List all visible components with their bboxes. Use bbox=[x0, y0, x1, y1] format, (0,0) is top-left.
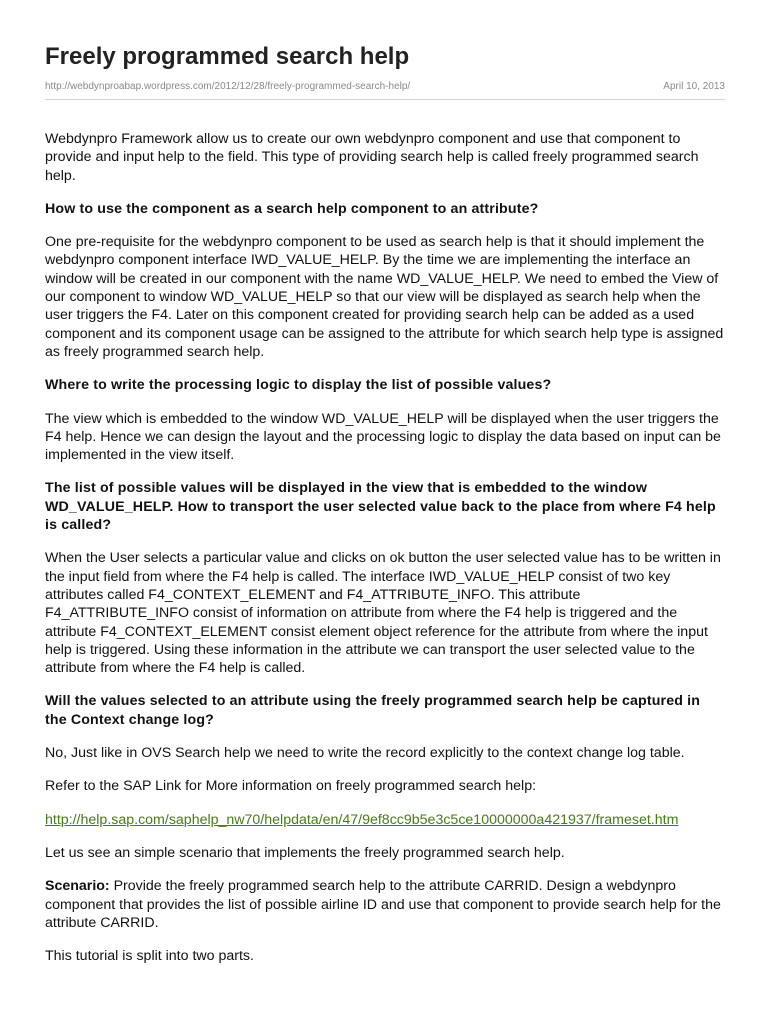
split-paragraph: This tutorial is split into two parts. bbox=[45, 948, 254, 965]
answer-4: No, Just like in OVS Search help we need to write the record explicitly to the context change log table. bbox=[45, 745, 685, 762]
refer-paragraph: Refer to the SAP Link for More information on freely programmed search help: bbox=[45, 778, 537, 795]
sap-link-paragraph bbox=[45, 811, 725, 829]
question-1: How to use the component as a search help component to an attribute? bbox=[45, 200, 539, 217]
answer-3: When the User selects a particular value and clicks on ok button the user selected value has to be written in the input field from where the F4 help is called. The interface IWD_VALUE_HELP consist of two key attributes called F4_CONTEXT_ELEMENT and F4_ATTRIBUTE_INFO. This attribute F4_ATTRIBUTE_INFO consist of information on attribute from where the F4 help is triggered and the attribute F4_CONTEXT_ELEMENT consist element object reference for the attribute from where the input help is triggered. Using these information in the attribute we can transport the user selected value to the attribute from where the F4 help is called. bbox=[45, 550, 721, 677]
sap-help-link[interactable]: http://help.sap.com/saphelp_nw70/helpdata/en/47/9ef8cc9b5e3c5ce10000000a421937/frameset.htm bbox=[45, 811, 679, 828]
question-3: The list of possible values will be displayed in the view that is embedded to the window WD_VALUE_HELP. How to transport the user selected value back to the place from where F4 help is called? bbox=[45, 480, 716, 534]
publish-date: April 10, 2013 bbox=[663, 81, 725, 92]
article-body bbox=[45, 130, 725, 965]
scenario-intro: Let us see an simple scenario that implements the freely programmed search help. bbox=[45, 844, 565, 861]
answer-2: The view which is embedded to the window WD_VALUE_HELP will be displayed when the user triggers the F4 help. Hence we can design the layout and the processing logic to display the data based on input can be implemented in the view itself. bbox=[45, 410, 721, 464]
answer-1: One pre-requisite for the webdynpro component to be used as search help is that it should implement the webdynpro component interface IWD_VALUE_HELP. By the time we are implementing the interface an window will be created in our component with the name WD_VALUE_HELP. We need to embed the View of our component to window WD_VALUE_HELP so that our view will be displayed as search help when the user triggers the F4. Later on this component created for providing search help can be added as a used component and its component usage can be assigned to the attribute for which search help type is assigned as freely programmed search help. bbox=[45, 234, 724, 360]
article-meta bbox=[45, 81, 725, 100]
intro-paragraph: Webdynpro Framework allow us to create our own webdynpro component and use that component to provide and input help to the field. This type of providing search help is called freely programmed search help. bbox=[45, 131, 699, 184]
scenario-text: Provide the freely programmed search help to the attribute CARRID. Design a webdynpro component that provides the list of possible airline ID and use that component to provide search help for the attribute CARRID. bbox=[45, 878, 721, 931]
document-page bbox=[45, 0, 725, 980]
page-title: Freely programmed search help bbox=[45, 43, 410, 70]
question-4: Will the values selected to an attribute using the freely programmed search help be captured in the Context change log? bbox=[45, 693, 701, 728]
scenario-paragraph bbox=[45, 877, 725, 932]
question-2: Where to write the processing logic to display the list of possible values? bbox=[45, 377, 552, 394]
source-url[interactable]: http://webdynproabap.wordpress.com/2012/12/28/freely-programmed-search-help/ bbox=[45, 81, 411, 92]
scenario-label: Scenario: bbox=[45, 878, 110, 895]
